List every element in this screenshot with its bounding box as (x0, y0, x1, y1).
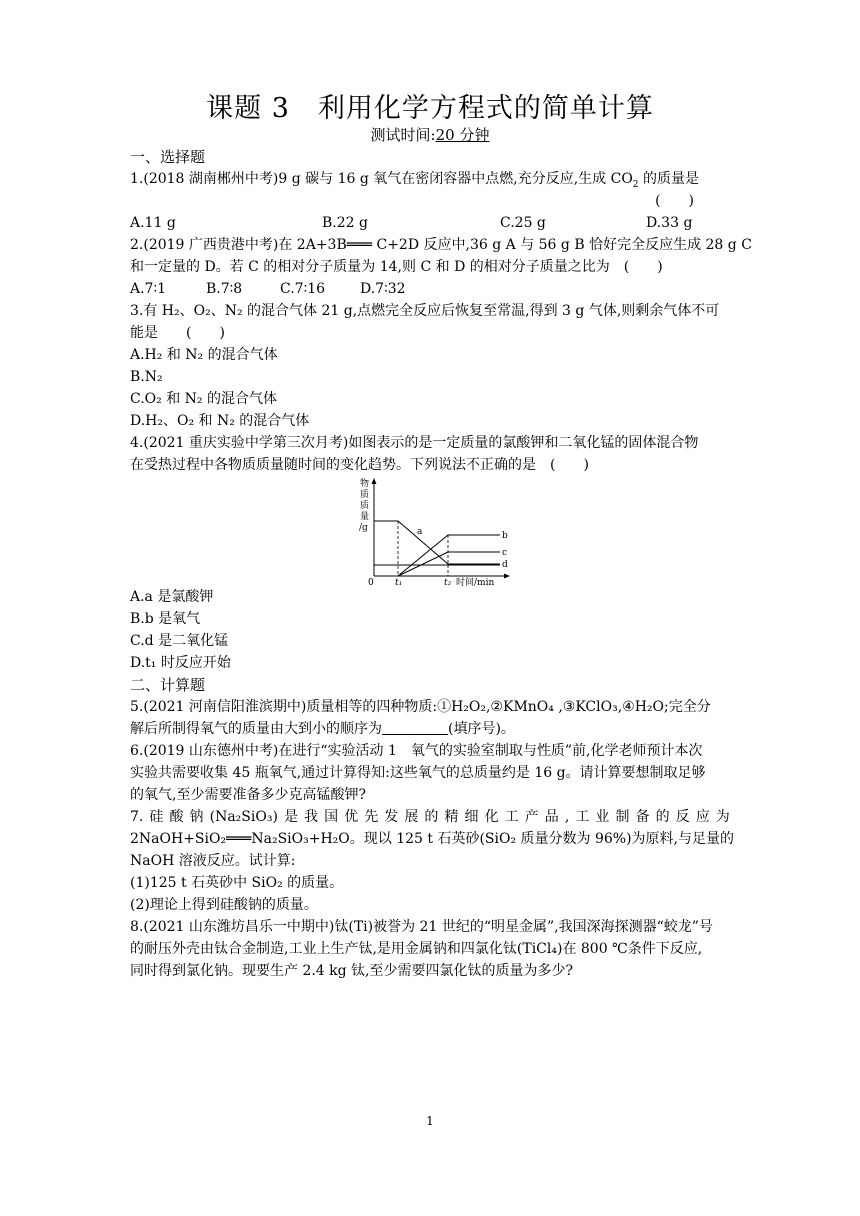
option: B.7∶8 (206, 281, 243, 297)
curve-label-b: b (502, 531, 508, 541)
question-8-line: 同时得到氯化钠。现要生产 2.4 kg 钛,至少需要四氯化钛的质量为多少? (130, 963, 574, 979)
option: C.25 g (500, 215, 546, 231)
question-7-sub: (2)理论上得到硅酸钠的质量。 (130, 897, 318, 913)
test-time: 测试时间:20 分钟 (370, 126, 490, 144)
question-3-line: 能是 ( ) (130, 325, 225, 341)
question-8-line: 的耐压外壳由钛合金制造,工业上生产钛,是用金属钠和四氯化钛(TiCl₄)在 800 ℃条件下反应, (130, 941, 703, 957)
option: A.7∶1 (130, 281, 167, 297)
mass-time-figure (130, 476, 730, 586)
section-heading: 二、计算题 (130, 676, 206, 694)
option: C.7∶16 (280, 281, 326, 297)
option: A.a 是氯酸钾 (130, 589, 214, 605)
time-value: 20 分钟 (435, 126, 490, 144)
y-axis-arrow (372, 478, 377, 484)
curve-b (398, 535, 500, 576)
question-2-options (130, 278, 730, 300)
option: D.7∶32 (360, 281, 406, 297)
x-axis-arrow (504, 574, 510, 579)
option: A.H₂ 和 N₂ 的混合气体 (130, 347, 278, 363)
option: D.H₂、O₂ 和 N₂ 的混合气体 (130, 413, 310, 429)
question-4-line: 4.(2021 重庆实验中学第三次月考)如图表示的是一定质量的氯酸钾和二氧化锰的固体混合物 (130, 435, 699, 451)
x-axis-label: 时间/min (456, 578, 495, 586)
question-5-line: 5.(2021 河南信阳淮滨期中)质量相等的四种物质:①H₂O₂,②KMnO₄ ,③KClO₃,④H₂O;完全分 (130, 699, 711, 715)
y-label-char: 物 (360, 479, 370, 489)
option: B.22 g (322, 215, 368, 231)
section-heading: 一、选择题 (130, 148, 206, 166)
question-7-line: 7. 硅 酸 钠 (Na₂SiO₃) 是 我 国 优 先 发 展 的 精 细 化 工 产 品 , 工 业 制 备 的 反 应 为 (130, 809, 730, 825)
t2-label: t₂ (444, 578, 452, 586)
mass-time-graph (352, 476, 512, 586)
option: D.t₁ 时反应开始 (130, 655, 231, 671)
question-1-stem: 1.(2018 湖南郴州中考)9 g 碳与 16 g 氧气在密闭容器中点燃,充分反应,生成 $CO_2$ 的质量是 (130, 171, 699, 190)
option: C.O₂ 和 N₂ 的混合气体 (130, 391, 277, 407)
option: C.d 是二氧化锰 (130, 633, 229, 649)
option: B.b 是氧气 (130, 611, 201, 627)
origin-label: 0 (368, 578, 374, 586)
question-6-line: 实验共需要收集 45 瓶氧气,通过计算得知:这些氧气的总质量约是 16 g。请计算要想制取足够 (130, 765, 706, 781)
question-3-line: 3.有 H₂、O₂、N₂ 的混合气体 21 g,点燃完全反应后恢复至常温,得到 3 g 气体,则剩余气体不可 (130, 303, 720, 319)
question-2-line: 2.(2019 广西贵港中考)在 2A+3B═══ C+2D 反应中,36 g A 与 56 g B 恰好完全反应生成 28 g C (130, 237, 752, 253)
y-label-char: 量 (360, 512, 370, 522)
question-4-line: 在受热过程中各物质质量随时间的变化趋势。下列说法不正确的是 ( ) (130, 457, 589, 473)
y-label-char: 质 (360, 501, 370, 511)
y-label-char: /g (359, 523, 368, 533)
question-7-line: 2NaOH+SiO₂═══Na₂SiO₃+H₂O。现以 125 t 石英砂(SiO₂ 质量分数为 96%)为原料,与足量的 (130, 831, 735, 847)
curve-label-c: c (502, 548, 508, 558)
t1-label: t₁ (395, 578, 403, 586)
curve-label-d: d (502, 560, 508, 570)
curve-label-a: a (417, 527, 423, 537)
page-title: 课题 3 利用化学方程式的简单计算 (206, 93, 654, 124)
question-1-options (130, 212, 730, 234)
option: B.N₂ (130, 369, 163, 385)
worksheet-content (130, 146, 752, 982)
page-number: 1 (426, 1114, 434, 1128)
answer-blank (382, 720, 448, 735)
y-label-char: 质 (360, 490, 370, 500)
question-7-line: NaOH 溶液反应。试计算: (130, 853, 296, 869)
question-8-line: 8.(2021 山东潍坊昌乐一中期中)钛(Ti)被誉为 21 世纪的“明星金属”,我国深海探测器“蛟龙”号 (130, 919, 713, 935)
answer-paren: ( ) (655, 193, 694, 209)
question-2-line: 和一定量的 D。若 C 的相对分子质量为 14,则 C 和 D 的相对分子质量之比为 ( ) (130, 259, 663, 275)
question-6-line: 的氧气,至少需要准备多少克高锰酸钾? (130, 787, 366, 803)
option: D.33 g (646, 215, 693, 231)
question-7-sub: (1)125 t 石英砂中 SiO₂ 的质量。 (130, 875, 344, 891)
option: A.11 g (130, 215, 176, 231)
question-6-line: 6.(2019 山东德州中考)在进行“实验活动 1 氧气的实验室制取与性质”前,化学老师预计本次 (130, 743, 703, 759)
question-5-line: 解后所制得氧气的质量由大到小的顺序为 (填序号)。 (130, 721, 515, 737)
